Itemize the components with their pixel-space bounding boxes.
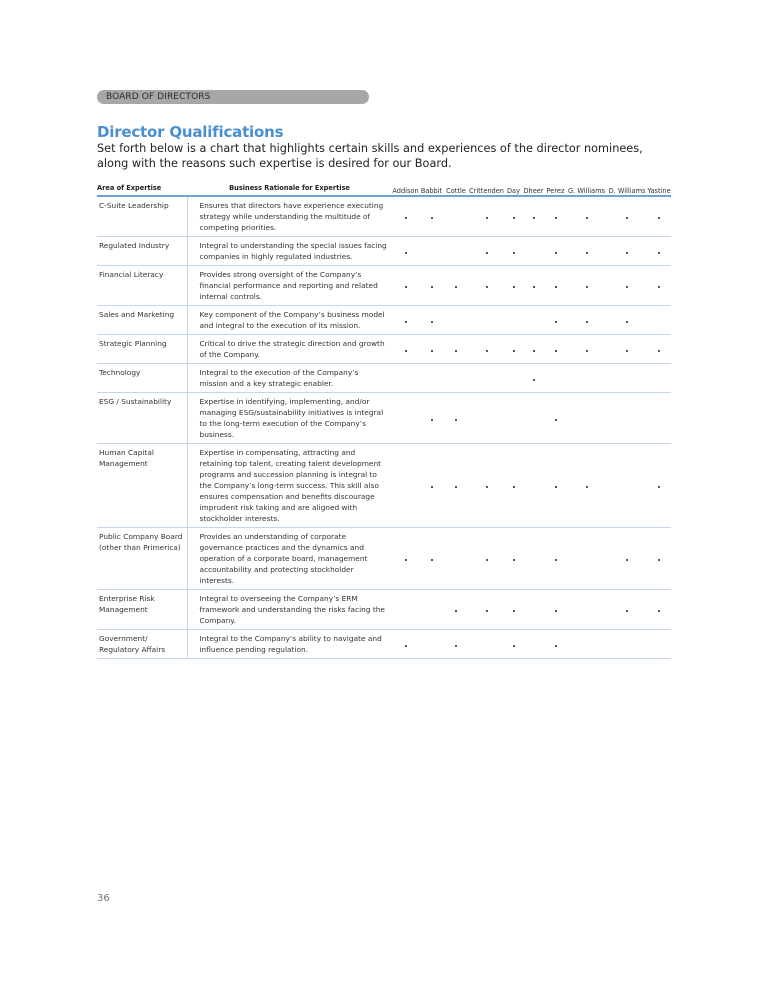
bullet-dot-icon xyxy=(555,486,557,488)
qualification-cell xyxy=(545,364,566,393)
bullet-dot-icon xyxy=(455,286,457,288)
qualification-cell xyxy=(444,364,468,393)
bullet-dot-icon xyxy=(586,350,588,352)
bullet-dot-icon xyxy=(431,486,433,488)
qualification-cell xyxy=(607,630,647,659)
qualification-cell xyxy=(419,393,444,444)
bullet-dot-icon xyxy=(658,559,660,561)
bullet-dot-icon xyxy=(555,350,557,352)
qualification-cell xyxy=(392,528,419,590)
header-director: Day xyxy=(505,184,522,196)
qualification-cell xyxy=(392,237,419,266)
bullet-dot-icon xyxy=(513,559,515,561)
qualification-cell xyxy=(468,364,505,393)
qualification-cell xyxy=(392,630,419,659)
qualification-cell xyxy=(444,237,468,266)
bullet-dot-icon xyxy=(431,559,433,561)
qualification-cell xyxy=(444,196,468,237)
header-director: Addison xyxy=(392,184,419,196)
bullet-dot-icon xyxy=(486,286,488,288)
qualification-cell xyxy=(545,393,566,444)
qualification-cell xyxy=(419,528,444,590)
page-title: Director Qualifications xyxy=(97,123,284,141)
qualification-cell xyxy=(647,364,671,393)
bullet-dot-icon xyxy=(586,321,588,323)
qualification-cell xyxy=(392,364,419,393)
bullet-dot-icon xyxy=(455,610,457,612)
qualification-cell xyxy=(392,393,419,444)
qualification-cell xyxy=(505,266,522,306)
bullet-dot-icon xyxy=(513,610,515,612)
qualification-cell xyxy=(566,590,607,630)
bullet-dot-icon xyxy=(586,486,588,488)
business-rationale: Ensures that directors have experience executing strategy while understanding the multitude of competing priorities. xyxy=(187,196,392,237)
intro-paragraph: Set forth below is a chart that highlights certain skills and experiences of the director nominees, along with the reasons such expertise is desired for our Board. xyxy=(97,142,643,170)
qualification-cell xyxy=(468,528,505,590)
qualification-cell xyxy=(505,393,522,444)
area-of-expertise: C-Suite Leadership xyxy=(97,196,187,237)
qualification-cell xyxy=(505,590,522,630)
qualification-cell xyxy=(647,444,671,528)
header-director: Yastine xyxy=(647,184,671,196)
table-row xyxy=(97,266,671,306)
table-row xyxy=(97,196,671,237)
table-row xyxy=(97,393,671,444)
qualification-cell xyxy=(545,196,566,237)
bullet-dot-icon xyxy=(626,559,628,561)
qualification-cell xyxy=(392,444,419,528)
qualification-cell xyxy=(468,444,505,528)
bullet-dot-icon xyxy=(405,350,407,352)
director-qualifications-table xyxy=(97,184,671,659)
qualification-cell xyxy=(647,630,671,659)
qualification-cell xyxy=(392,306,419,335)
header-rationale: Business Rationale for Expertise xyxy=(187,184,392,196)
qualification-cell xyxy=(566,335,607,364)
qualification-cell xyxy=(545,266,566,306)
bullet-dot-icon xyxy=(513,645,515,647)
bullet-dot-icon xyxy=(405,217,407,219)
bullet-dot-icon xyxy=(555,286,557,288)
qualification-cell xyxy=(468,335,505,364)
business-rationale: Integral to understanding the special issues facing companies in highly regulated industries. xyxy=(187,237,392,266)
qualification-cell xyxy=(522,306,545,335)
bullet-dot-icon xyxy=(626,286,628,288)
qualification-cell xyxy=(505,444,522,528)
header-director: Dheer xyxy=(522,184,545,196)
area-of-expertise: Strategic Planning xyxy=(97,335,187,364)
bullet-dot-icon xyxy=(555,419,557,421)
area-of-expertise: Technology xyxy=(97,364,187,393)
qualification-cell xyxy=(419,335,444,364)
qualification-cell xyxy=(444,444,468,528)
qualification-cell xyxy=(522,393,545,444)
area-of-expertise: Regulated Industry xyxy=(97,237,187,266)
bullet-dot-icon xyxy=(486,559,488,561)
section-label: BOARD OF DIRECTORS xyxy=(97,90,369,104)
table-row xyxy=(97,306,671,335)
business-rationale: Expertise in compensating, attracting and retaining top talent, creating talent development programs and succession planning is integral to the Company’s long-term success. This skill also ensures compensation and benefits discourage imprudent risk taking and are aligned with stockholder interests. xyxy=(187,444,392,528)
qualification-cell xyxy=(468,630,505,659)
qualification-cell xyxy=(522,237,545,266)
qualification-cell xyxy=(468,196,505,237)
header-director: G. Williams xyxy=(566,184,607,196)
qualification-cell xyxy=(545,306,566,335)
bullet-dot-icon xyxy=(658,486,660,488)
bullet-dot-icon xyxy=(513,486,515,488)
bullet-dot-icon xyxy=(455,486,457,488)
business-rationale: Expertise in identifying, implementing, and/or managing ESG/sustainability initiatives is integral to the long-term execution of the Company’s business. xyxy=(187,393,392,444)
qualification-cell xyxy=(647,335,671,364)
qualification-cell xyxy=(607,335,647,364)
qualification-cell xyxy=(392,196,419,237)
qualification-cell xyxy=(505,335,522,364)
bullet-dot-icon xyxy=(533,350,535,352)
bullet-dot-icon xyxy=(586,217,588,219)
qualification-cell xyxy=(505,528,522,590)
header-director: D. Williams xyxy=(607,184,647,196)
qualification-cell xyxy=(566,528,607,590)
qualification-cell xyxy=(505,364,522,393)
bullet-dot-icon xyxy=(486,486,488,488)
qualification-cell xyxy=(392,335,419,364)
business-rationale: Provides an understanding of corporate governance practices and the dynamics and operation of a corporate board, management accountability and protecting stockholder interests. xyxy=(187,528,392,590)
qualification-cell xyxy=(545,444,566,528)
qualification-cell xyxy=(444,528,468,590)
table-row xyxy=(97,237,671,266)
bullet-dot-icon xyxy=(486,350,488,352)
qualification-cell xyxy=(566,393,607,444)
area-of-expertise: Sales and Marketing xyxy=(97,306,187,335)
qualification-cell xyxy=(419,590,444,630)
area-of-expertise: Financial Literacy xyxy=(97,266,187,306)
table-body xyxy=(97,196,671,659)
page-number: 36 xyxy=(97,893,110,904)
bullet-dot-icon xyxy=(431,350,433,352)
table-row xyxy=(97,364,671,393)
qualification-cell xyxy=(566,306,607,335)
bullet-dot-icon xyxy=(658,252,660,254)
qualification-cell xyxy=(607,590,647,630)
bullet-dot-icon xyxy=(455,419,457,421)
bullet-dot-icon xyxy=(405,252,407,254)
qualification-cell xyxy=(607,444,647,528)
bullet-dot-icon xyxy=(658,350,660,352)
header-area: Area of Expertise xyxy=(97,184,187,196)
bullet-dot-icon xyxy=(555,252,557,254)
bullet-dot-icon xyxy=(658,217,660,219)
qualification-cell xyxy=(419,237,444,266)
qualification-cell xyxy=(468,237,505,266)
bullet-dot-icon xyxy=(431,286,433,288)
qualification-cell xyxy=(522,266,545,306)
qualification-cell xyxy=(545,528,566,590)
qualification-cell xyxy=(522,196,545,237)
business-rationale: Integral to overseeing the Company’s ERM framework and understanding the risks facing the Company. xyxy=(187,590,392,630)
table-row xyxy=(97,335,671,364)
qualification-cell xyxy=(392,266,419,306)
table-row xyxy=(97,590,671,630)
qualification-cell xyxy=(468,590,505,630)
qualification-cell xyxy=(647,196,671,237)
bullet-dot-icon xyxy=(405,286,407,288)
area-of-expertise: ESG / Sustainability xyxy=(97,393,187,444)
qualification-cell xyxy=(468,306,505,335)
qualification-cell xyxy=(419,364,444,393)
bullet-dot-icon xyxy=(586,286,588,288)
area-of-expertise: Public Company Board (other than Primerica) xyxy=(97,528,187,590)
qualification-cell xyxy=(419,306,444,335)
table-row xyxy=(97,444,671,528)
bullet-dot-icon xyxy=(626,350,628,352)
business-rationale: Provides strong oversight of the Company’s financial performance and reporting and related internal controls. xyxy=(187,266,392,306)
bullet-dot-icon xyxy=(431,217,433,219)
qualification-cell xyxy=(647,528,671,590)
qualification-cell xyxy=(545,335,566,364)
qualification-cell xyxy=(522,335,545,364)
bullet-dot-icon xyxy=(486,217,488,219)
header-director: Perez xyxy=(545,184,566,196)
qualification-cell xyxy=(505,306,522,335)
business-rationale: Key component of the Company’s business model and integral to the execution of its mission. xyxy=(187,306,392,335)
qualification-cell xyxy=(444,393,468,444)
qualification-cell xyxy=(444,590,468,630)
header-director: Babbit xyxy=(419,184,444,196)
qualification-cell xyxy=(545,237,566,266)
bullet-dot-icon xyxy=(513,286,515,288)
qualification-cell xyxy=(607,237,647,266)
bullet-dot-icon xyxy=(513,350,515,352)
business-rationale: Critical to drive the strategic direction and growth of the Company. xyxy=(187,335,392,364)
bullet-dot-icon xyxy=(533,286,535,288)
qualification-cell xyxy=(419,266,444,306)
qualification-cell xyxy=(468,266,505,306)
bullet-dot-icon xyxy=(513,217,515,219)
qualification-cell xyxy=(607,266,647,306)
qualification-cell xyxy=(505,630,522,659)
qualification-cell xyxy=(647,590,671,630)
bullet-dot-icon xyxy=(533,217,535,219)
bullet-dot-icon xyxy=(555,559,557,561)
header-director: Crittenden xyxy=(468,184,505,196)
qualification-cell xyxy=(522,528,545,590)
qualification-cell xyxy=(444,266,468,306)
qualification-cell xyxy=(444,335,468,364)
bullet-dot-icon xyxy=(586,252,588,254)
qualification-cell xyxy=(522,364,545,393)
qualification-cell xyxy=(607,528,647,590)
qualification-cell xyxy=(566,196,607,237)
qualification-cell xyxy=(607,364,647,393)
qualification-cell xyxy=(419,444,444,528)
bullet-dot-icon xyxy=(405,321,407,323)
area-of-expertise: Human Capital Management xyxy=(97,444,187,528)
bullet-dot-icon xyxy=(626,610,628,612)
bullet-dot-icon xyxy=(533,379,535,381)
qualification-cell xyxy=(566,266,607,306)
qualification-cell xyxy=(566,630,607,659)
qualification-cell xyxy=(566,444,607,528)
qualification-cell xyxy=(647,306,671,335)
bullet-dot-icon xyxy=(658,610,660,612)
qualification-cell xyxy=(505,237,522,266)
qualification-cell xyxy=(607,196,647,237)
qualification-cell xyxy=(566,364,607,393)
bullet-dot-icon xyxy=(555,645,557,647)
bullet-dot-icon xyxy=(455,350,457,352)
qualification-cell xyxy=(607,393,647,444)
qualification-cell xyxy=(545,590,566,630)
business-rationale: Integral to the execution of the Company’s mission and a key strategic enabler. xyxy=(187,364,392,393)
qualification-cell xyxy=(522,444,545,528)
business-rationale: Integral to the Company’s ability to navigate and influence pending regulation. xyxy=(187,630,392,659)
qualification-cell xyxy=(522,590,545,630)
bullet-dot-icon xyxy=(626,217,628,219)
qualification-cell xyxy=(647,266,671,306)
bullet-dot-icon xyxy=(431,321,433,323)
qualification-cell xyxy=(522,630,545,659)
qualification-cell xyxy=(444,630,468,659)
bullet-dot-icon xyxy=(555,321,557,323)
bullet-dot-icon xyxy=(513,252,515,254)
qualification-cell xyxy=(545,630,566,659)
qualification-cell xyxy=(419,630,444,659)
bullet-dot-icon xyxy=(405,559,407,561)
bullet-dot-icon xyxy=(555,217,557,219)
qualification-cell xyxy=(607,306,647,335)
table-row xyxy=(97,630,671,659)
header-director: Cottle xyxy=(444,184,468,196)
bullet-dot-icon xyxy=(431,419,433,421)
bullet-dot-icon xyxy=(658,286,660,288)
qualification-cell xyxy=(566,237,607,266)
bullet-dot-icon xyxy=(486,610,488,612)
table-header-row xyxy=(97,184,671,196)
bullet-dot-icon xyxy=(455,645,457,647)
bullet-dot-icon xyxy=(555,610,557,612)
table-row xyxy=(97,528,671,590)
area-of-expertise: Government/ Regulatory Affairs xyxy=(97,630,187,659)
qualification-cell xyxy=(468,393,505,444)
area-of-expertise: Enterprise Risk Management xyxy=(97,590,187,630)
bullet-dot-icon xyxy=(486,252,488,254)
qualification-cell xyxy=(647,237,671,266)
bullet-dot-icon xyxy=(626,252,628,254)
bullet-dot-icon xyxy=(405,645,407,647)
qualification-cell xyxy=(505,196,522,237)
qualification-cell xyxy=(647,393,671,444)
qualification-cell xyxy=(392,590,419,630)
qualification-cell xyxy=(444,306,468,335)
bullet-dot-icon xyxy=(626,321,628,323)
qualification-cell xyxy=(419,196,444,237)
